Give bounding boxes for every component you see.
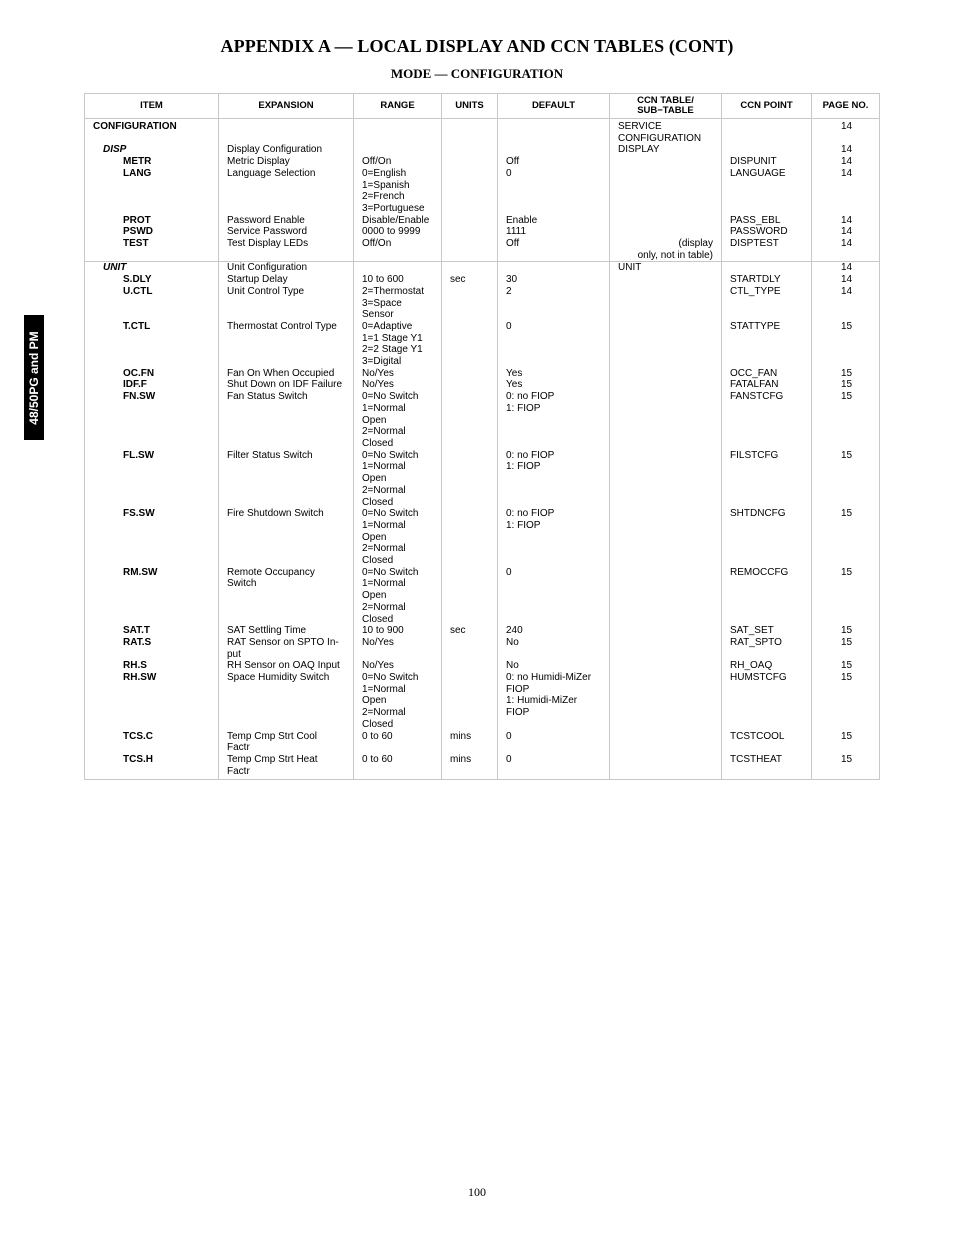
table-row: [85, 508, 880, 567]
default-cell: Off: [498, 156, 610, 168]
item-cell: TEST: [85, 238, 219, 262]
page-no-cell: 15: [812, 731, 880, 754]
expansion-cell: Unit Control Type: [219, 286, 354, 321]
default-cell: 0: [498, 731, 610, 754]
ccn-point-cell: RAT_SPTO: [722, 637, 812, 660]
item-cell: METR: [85, 156, 219, 168]
range-cell: 0 to 60: [354, 731, 442, 754]
expansion-cell: RH Sensor on OAQ Input: [219, 660, 354, 672]
item-cell: RM.SW: [85, 567, 219, 626]
default-cell: [498, 144, 610, 156]
table-row: [85, 168, 880, 215]
page-title: APPENDIX A — LOCAL DISPLAY AND CCN TABLES (CONT): [220, 36, 734, 56]
item-cell: FS.SW: [85, 508, 219, 567]
table-row: [85, 731, 880, 754]
units-cell: [442, 567, 498, 626]
configuration-table: [84, 93, 880, 780]
table-row: [85, 262, 880, 274]
units-cell: [442, 379, 498, 391]
expansion-cell: Test Display LEDs: [219, 238, 354, 262]
table-row: [85, 215, 880, 227]
expansion-cell: Password Enable: [219, 215, 354, 227]
default-cell: 0: no FIOP 1: FIOP: [498, 391, 610, 450]
units-cell: [442, 391, 498, 450]
ccn-table-cell: [610, 625, 722, 637]
units-cell: [442, 660, 498, 672]
table-row: [85, 368, 880, 380]
page-no-cell: 15: [812, 450, 880, 509]
ccn-point-cell: DISPUNIT: [722, 156, 812, 168]
ccn-table-cell: [610, 567, 722, 626]
ccn-point-cell: FANSTCFG: [722, 391, 812, 450]
ccn-point-cell: PASSWORD: [722, 226, 812, 238]
table-row: [85, 660, 880, 672]
table-header-row: [85, 94, 880, 119]
range-cell: 0=No Switch 1=Normal Open 2=Normal Closed: [354, 508, 442, 567]
item-cell: PROT: [85, 215, 219, 227]
page-no-cell: 15: [812, 625, 880, 637]
expansion-cell: RAT Sensor on SPTO In- put: [219, 637, 354, 660]
default-cell: Off: [498, 238, 610, 262]
default-cell: 30: [498, 274, 610, 286]
table-spacer: [85, 777, 880, 780]
default-cell: 240: [498, 625, 610, 637]
item-cell: RH.SW: [85, 672, 219, 731]
range-cell: 0 to 60: [354, 754, 442, 777]
page-no-cell: 15: [812, 637, 880, 660]
table-row: [85, 156, 880, 168]
ccn-table-cell: [610, 731, 722, 754]
range-cell: Off/On: [354, 238, 442, 262]
range-cell: 0000 to 9999: [354, 226, 442, 238]
expansion-cell: Metric Display: [219, 156, 354, 168]
header-ccn-table: CCN TABLE/ SUB−TABLE: [610, 94, 722, 119]
table-row: [85, 379, 880, 391]
expansion-cell: Startup Delay: [219, 274, 354, 286]
units-cell: [442, 637, 498, 660]
header-item: ITEM: [85, 94, 219, 119]
table-row: [85, 450, 880, 509]
item-cell: TCS.H: [85, 754, 219, 777]
header-expansion: EXPANSION: [219, 94, 354, 119]
expansion-cell: Thermostat Control Type: [219, 321, 354, 368]
default-cell: 0: no Humidi-MiZer FIOP 1: Humidi-MiZer FIOP: [498, 672, 610, 731]
units-cell: [442, 368, 498, 380]
page-no-cell: 15: [812, 672, 880, 731]
header-page-no: PAGE NO.: [812, 94, 880, 119]
units-cell: [442, 508, 498, 567]
ccn-table-cell: [610, 121, 722, 144]
range-cell: 10 to 600: [354, 274, 442, 286]
item-cell: CONFIGURATION: [85, 121, 219, 144]
item-cell: S.DLY: [85, 274, 219, 286]
page-no-cell: 14: [812, 215, 880, 227]
units-cell: [442, 286, 498, 321]
ccn-table-cell: [610, 368, 722, 380]
item-cell: TCS.C: [85, 731, 219, 754]
expansion-cell: Shut Down on IDF Failure: [219, 379, 354, 391]
ccn-table-cell: [610, 274, 722, 286]
item-cell: SAT.T: [85, 625, 219, 637]
expansion-cell: Temp Cmp Strt Heat Factr: [219, 754, 354, 777]
range-cell: [354, 121, 442, 144]
page-no-cell: 14: [812, 226, 880, 238]
expansion-cell: Language Selection: [219, 168, 354, 215]
ccn-table-cell: [610, 637, 722, 660]
page-no-cell: 15: [812, 660, 880, 672]
item-cell: T.CTL: [85, 321, 219, 368]
range-cell: 0=No Switch 1=Normal Open 2=Normal Closed: [354, 672, 442, 731]
ccn-point-cell: PASS_EBL: [722, 215, 812, 227]
default-cell: 0: [498, 567, 610, 626]
ccn-point-cell: FATALFAN: [722, 379, 812, 391]
ccn-table-cell: [610, 286, 722, 321]
units-cell: sec: [442, 625, 498, 637]
ccn-table-cell: [610, 450, 722, 509]
page-no-cell: 15: [812, 508, 880, 567]
range-cell: Off/On: [354, 156, 442, 168]
range-cell: [354, 262, 442, 274]
default-cell: No: [498, 660, 610, 672]
expansion-cell: Fan On When Occupied: [219, 368, 354, 380]
expansion-cell: SAT Settling Time: [219, 625, 354, 637]
ccn-point-cell: FILSTCFG: [722, 450, 812, 509]
default-cell: Enable: [498, 215, 610, 227]
page-no-cell: 15: [812, 368, 880, 380]
expansion-cell: Fire Shutdown Switch: [219, 508, 354, 567]
page-no-cell: 14: [812, 156, 880, 168]
page-number: 100: [468, 1185, 486, 1199]
page-no-cell: 14: [812, 286, 880, 321]
default-cell: 0: [498, 168, 610, 215]
default-cell: No: [498, 637, 610, 660]
header-default: DEFAULT: [498, 94, 610, 119]
ccn-point-cell: DISPTEST: [722, 238, 812, 262]
ccn-point-cell: REMOCCFG: [722, 567, 812, 626]
expansion-cell: Temp Cmp Strt Cool Factr: [219, 731, 354, 754]
units-cell: [442, 144, 498, 156]
default-cell: Yes: [498, 379, 610, 391]
expansion-cell: Display Configuration: [219, 144, 354, 156]
range-cell: 0=No Switch 1=Normal Open 2=Normal Closed: [354, 450, 442, 509]
page-no-cell: 14: [812, 274, 880, 286]
ccn-table-cell: [610, 379, 722, 391]
default-cell: 0: no FIOP 1: FIOP: [498, 450, 610, 509]
units-cell: [442, 238, 498, 262]
item-cell: PSWD: [85, 226, 219, 238]
ccn-table-cell: [610, 754, 722, 777]
range-cell: No/Yes: [354, 368, 442, 380]
table-row: [85, 672, 880, 731]
ccn-point-cell: CTL_TYPE: [722, 286, 812, 321]
ccn-table-cell: [610, 262, 722, 274]
ccn-point-cell: [722, 262, 812, 274]
units-cell: [442, 226, 498, 238]
units-cell: [442, 168, 498, 215]
page-no-cell: 14: [812, 144, 880, 156]
header-ccn-point: CCN POINT: [722, 94, 812, 119]
ccn-table-cell: [610, 238, 722, 262]
range-cell: 10 to 900: [354, 625, 442, 637]
ccn-point-cell: [722, 121, 812, 144]
side-tab: [24, 315, 44, 440]
default-cell: [498, 121, 610, 144]
units-cell: sec: [442, 274, 498, 286]
item-cell: U.CTL: [85, 286, 219, 321]
range-cell: [354, 144, 442, 156]
range-cell: No/Yes: [354, 660, 442, 672]
range-cell: 0=Adaptive 1=1 Stage Y1 2=2 Stage Y1 3=Digital: [354, 321, 442, 368]
expansion-cell: Remote Occupancy Switch: [219, 567, 354, 626]
table-row: [85, 321, 880, 368]
ccn-table-cell: [610, 226, 722, 238]
page-no-cell: 14: [812, 168, 880, 215]
ccn-table-cell: [610, 168, 722, 215]
table-row: [85, 754, 880, 777]
page-no-cell: 15: [812, 754, 880, 777]
ccn-point-cell: TCSTCOOL: [722, 731, 812, 754]
table-row: [85, 567, 880, 626]
units-cell: [442, 450, 498, 509]
units-cell: [442, 321, 498, 368]
range-cell: No/Yes: [354, 637, 442, 660]
range-cell: No/Yes: [354, 379, 442, 391]
range-cell: 2=Thermostat 3=Space Sensor: [354, 286, 442, 321]
default-cell: 0: [498, 321, 610, 368]
item-cell: FN.SW: [85, 391, 219, 450]
ccn-table-label: DISPLAY: [618, 144, 660, 156]
page-no-cell: 15: [812, 391, 880, 450]
ccn-point-cell: OCC_FAN: [722, 368, 812, 380]
table-subtitle: MODE — CONFIGURATION: [390, 66, 564, 81]
ccn-point-cell: STATTYPE: [722, 321, 812, 368]
page-no-cell: 15: [812, 379, 880, 391]
range-cell: Disable/Enable: [354, 215, 442, 227]
default-cell: Yes: [498, 368, 610, 380]
ccn-point-cell: [722, 144, 812, 156]
expansion-cell: Unit Configuration: [219, 262, 354, 274]
expansion-cell: Service Password: [219, 226, 354, 238]
ccn-table-cell: [610, 508, 722, 567]
item-cell: IDF.F: [85, 379, 219, 391]
page-no-cell: 14: [812, 262, 880, 274]
ccn-table-cell: [610, 156, 722, 168]
default-cell: 0: [498, 754, 610, 777]
ccn-table-note: (display only, not in table): [637, 238, 713, 261]
item-cell: DISP: [85, 144, 219, 156]
table-row: [85, 226, 880, 238]
ccn-table-cell: [610, 672, 722, 731]
table-row: [85, 144, 880, 156]
units-cell: [442, 262, 498, 274]
ccn-table-cell: [610, 391, 722, 450]
default-cell: [498, 262, 610, 274]
units-cell: [442, 672, 498, 731]
ccn-table-cell: [610, 215, 722, 227]
item-cell: OC.FN: [85, 368, 219, 380]
default-cell: 2: [498, 286, 610, 321]
ccn-point-cell: RH_OAQ: [722, 660, 812, 672]
expansion-cell: Fan Status Switch: [219, 391, 354, 450]
ccn-table-cell: [610, 321, 722, 368]
default-cell: 1111: [498, 226, 610, 238]
table-row: [85, 637, 880, 660]
range-cell: 0=English 1=Spanish 2=French 3=Portuguese: [354, 168, 442, 215]
ccn-point-cell: TCSTHEAT: [722, 754, 812, 777]
page-no-cell: 14: [812, 238, 880, 262]
expansion-cell: [219, 121, 354, 144]
page-no-cell: 15: [812, 567, 880, 626]
ccn-point-cell: STARTDLY: [722, 274, 812, 286]
ccn-point-cell: SAT_SET: [722, 625, 812, 637]
range-cell: 0=No Switch 1=Normal Open 2=Normal Closed: [354, 391, 442, 450]
item-cell: RAT.S: [85, 637, 219, 660]
page-no-cell: 14: [812, 121, 880, 144]
expansion-cell: Filter Status Switch: [219, 450, 354, 509]
header-range: RANGE: [354, 94, 442, 119]
ccn-table-label: UNIT: [618, 262, 642, 274]
ccn-point-cell: SHTDNCFG: [722, 508, 812, 567]
page-no-cell: 15: [812, 321, 880, 368]
table-row: [85, 625, 880, 637]
item-cell: FL.SW: [85, 450, 219, 509]
ccn-table-label: SERVICE CONFIGURATION: [618, 121, 702, 144]
table-row: [85, 286, 880, 321]
item-cell: UNIT: [85, 262, 219, 274]
default-cell: 0: no FIOP 1: FIOP: [498, 508, 610, 567]
table-body: [85, 119, 880, 780]
table-row: [85, 121, 880, 144]
table-row: [85, 274, 880, 286]
item-cell: LANG: [85, 168, 219, 215]
units-cell: [442, 156, 498, 168]
header-units: UNITS: [442, 94, 498, 119]
ccn-point-cell: HUMSTCFG: [722, 672, 812, 731]
ccn-table-cell: [610, 660, 722, 672]
ccn-point-cell: LANGUAGE: [722, 168, 812, 215]
range-cell: 0=No Switch 1=Normal Open 2=Normal Closed: [354, 567, 442, 626]
table-row: [85, 391, 880, 450]
expansion-cell: Space Humidity Switch: [219, 672, 354, 731]
table-row: [85, 238, 880, 262]
item-cell: RH.S: [85, 660, 219, 672]
units-cell: mins: [442, 731, 498, 754]
side-tab-label: 48/50PG and PM: [27, 330, 41, 425]
units-cell: [442, 215, 498, 227]
units-cell: [442, 121, 498, 144]
ccn-table-cell: [610, 144, 722, 156]
units-cell: mins: [442, 754, 498, 777]
